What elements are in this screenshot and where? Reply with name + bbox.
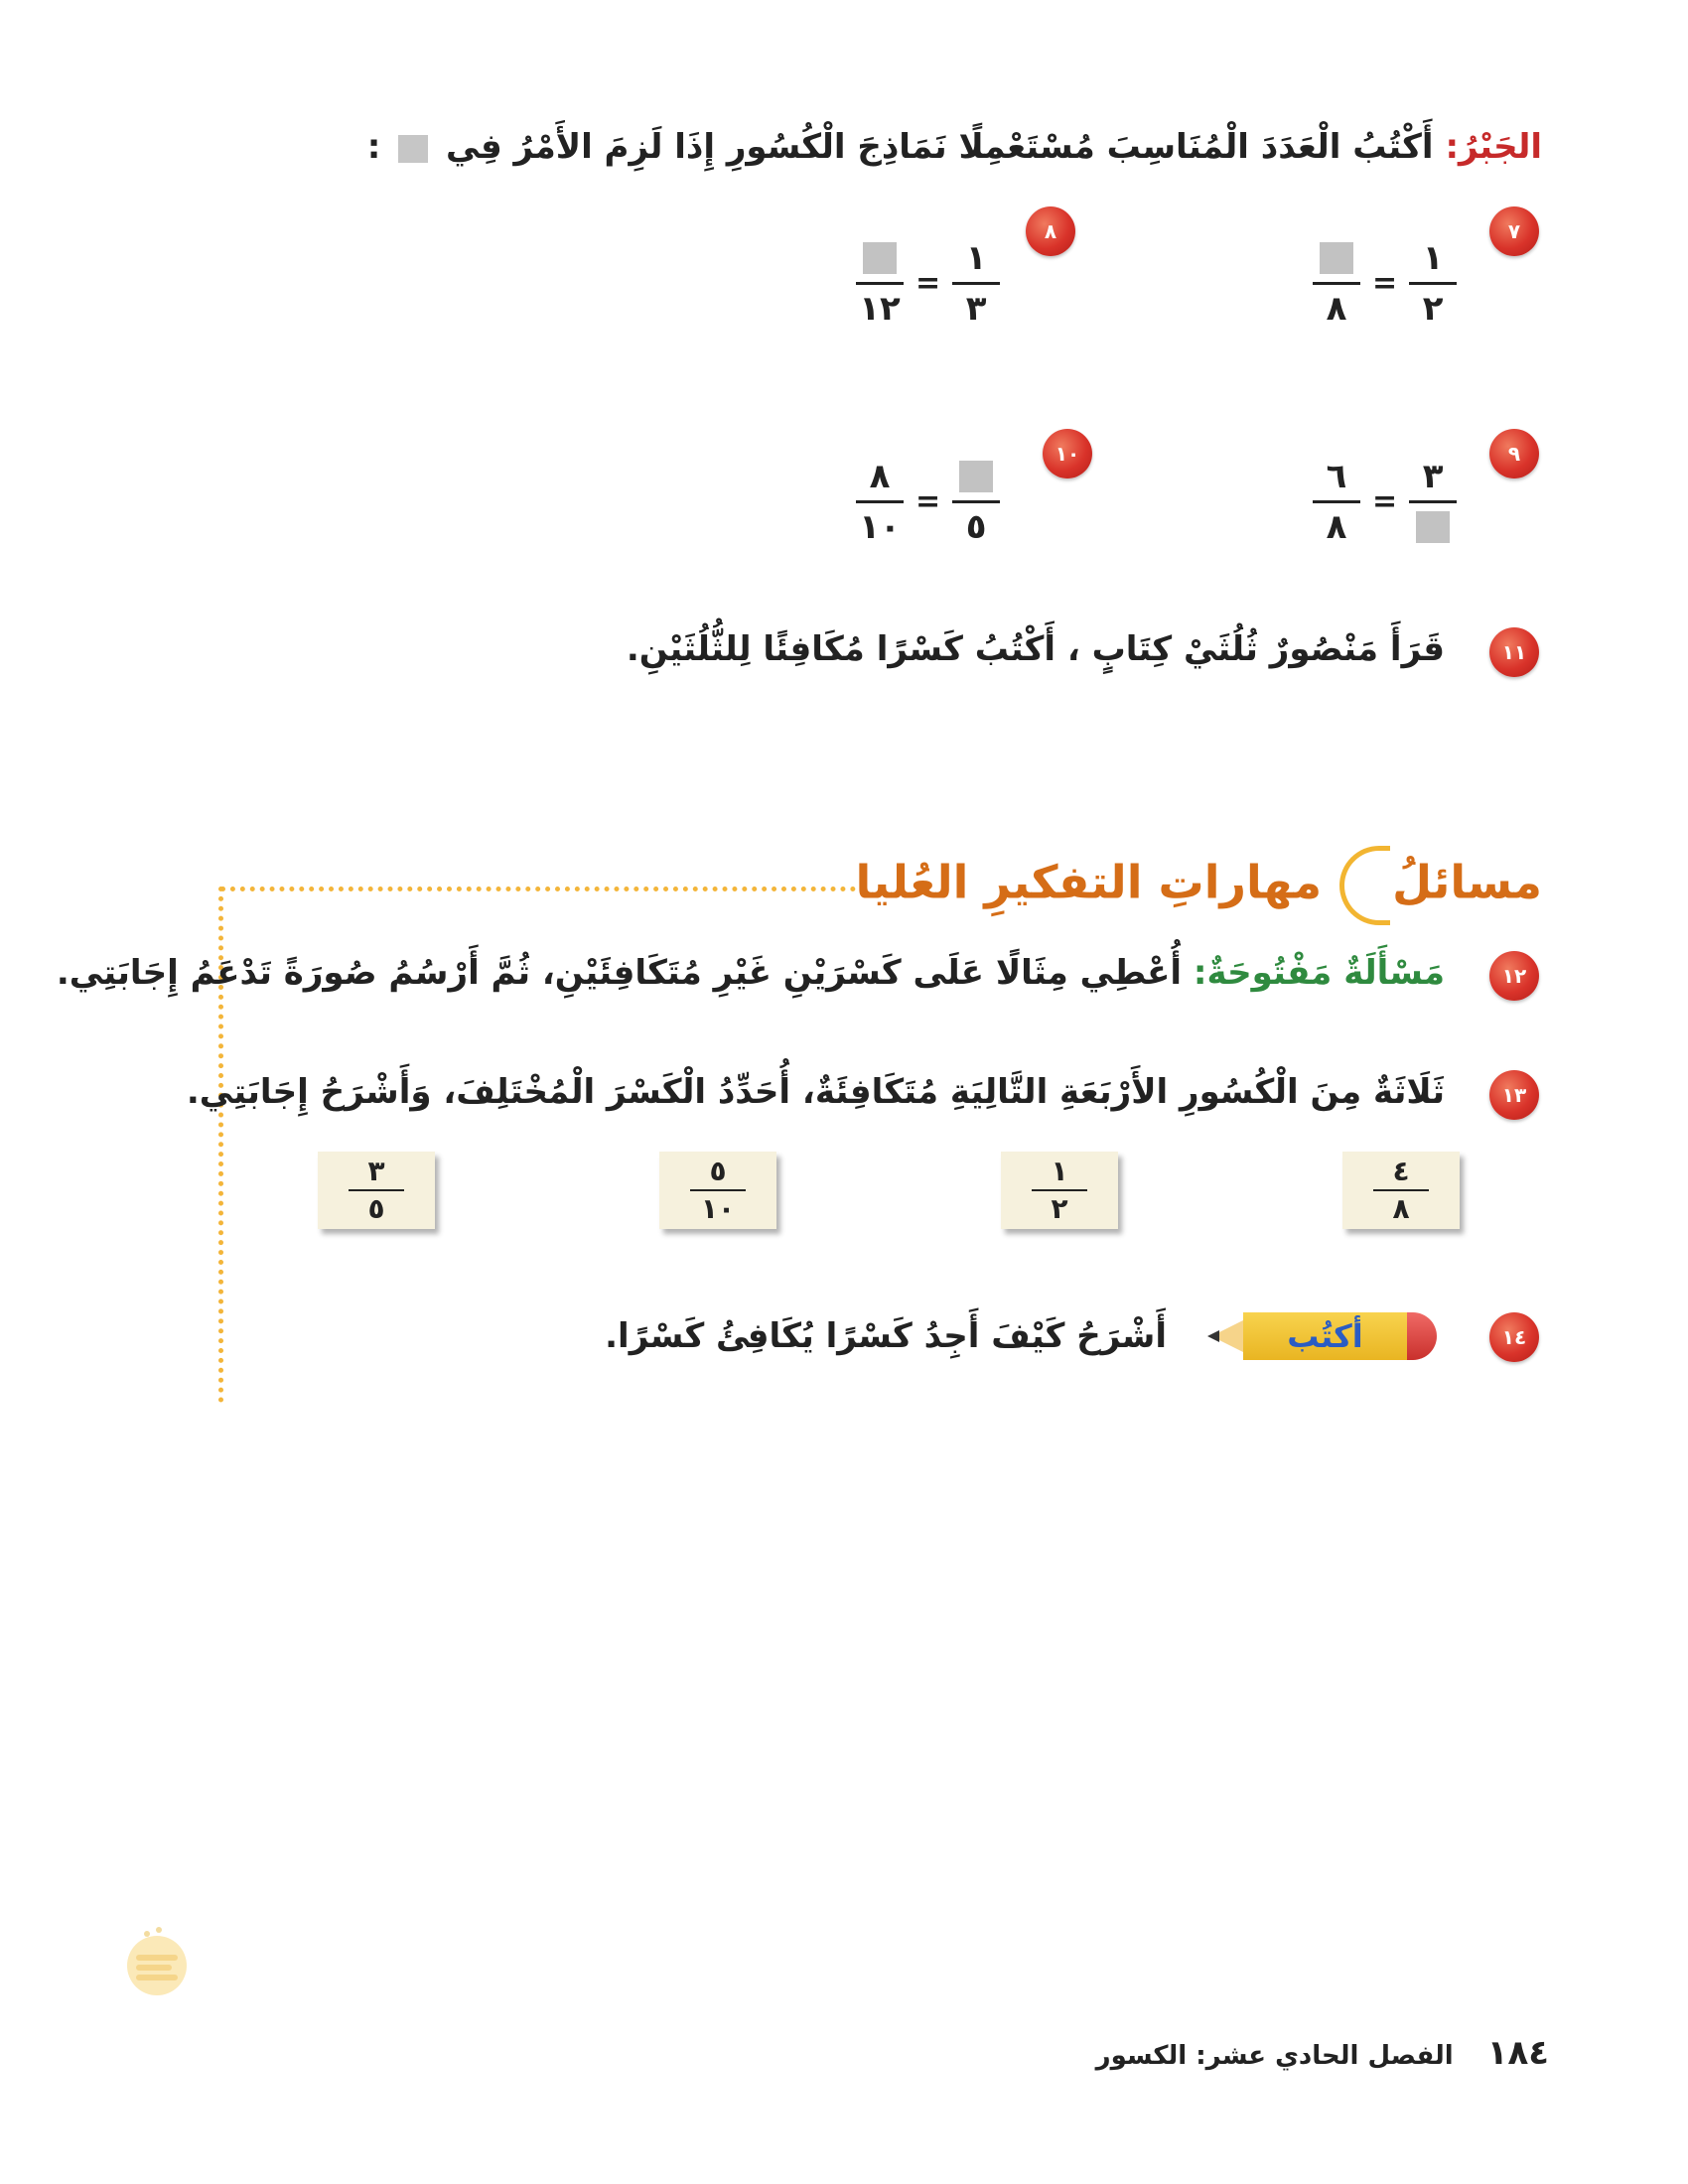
equation-10	[854, 457, 1002, 547]
question-badge-12: ١٢	[1489, 951, 1539, 1001]
arc-icon	[1339, 846, 1390, 925]
answer-box-icon[interactable]	[959, 461, 993, 492]
fraction-given	[1311, 457, 1362, 547]
denominator: ٣	[965, 289, 987, 329]
dotted-border-top	[220, 887, 856, 891]
question-12-text: أُعْطِي مِثَالًا عَلَى كَسْرَيْنِ غَيْرِ مُتَكَافِئَيْنِ، ثُمَّ أَرْسُمُ صُورَةً تَدْعَمُ إِجَابَتِي.	[56, 953, 1183, 993]
numerator: ٨	[869, 457, 891, 496]
denominator: ٨	[1392, 1192, 1410, 1225]
question-13-text: ثَلَاثَةٌ مِنَ الْكُسُورِ الأَرْبَعَةِ التَّالِيَةِ مُتَكَافِئَةٌ، أُحَدِّدُ الْكَسْرَ الْمُخْتَلِفَ، وَأَشْرَحُ إِجَابَتِي.	[186, 1072, 1445, 1112]
publisher-logo-icon	[117, 1916, 197, 2005]
answer-box-icon	[398, 135, 428, 163]
fraction-answer	[1407, 457, 1459, 547]
denominator: ٨	[1326, 289, 1347, 329]
instruction-label: الجَبْرُ:	[1445, 127, 1542, 167]
equals-sign: =	[915, 484, 941, 519]
numerator: ١	[1422, 238, 1444, 278]
section-title-first: مسائلُ	[1392, 855, 1542, 909]
answer-box-icon[interactable]	[1416, 511, 1450, 543]
fraction-answer	[950, 457, 1002, 547]
instruction-text: أَكْتُبُ الْعَدَدَ الْمُنَاسِبَ مُسْتَعْمِلًا نَمَاذِجَ الْكُسُورِ إِذَا لَزِمَ الأَمْرُ فِي	[446, 127, 1434, 167]
pencil-write-icon	[1211, 1312, 1437, 1360]
fraction-card[interactable]	[1342, 1152, 1460, 1229]
denominator: ٨	[1326, 507, 1347, 547]
open-problem-label: مَسْأَلَةٌ مَفْتُوحَةٌ:	[1193, 953, 1445, 993]
fraction-card[interactable]	[1001, 1152, 1118, 1229]
numerator: ٦	[1326, 457, 1347, 496]
instruction-colon: :	[366, 127, 381, 167]
equals-sign: =	[1372, 484, 1398, 519]
numerator: ١	[965, 238, 987, 278]
question-badge-14: ١٤	[1489, 1312, 1539, 1362]
answer-box-icon[interactable]	[863, 242, 897, 274]
equals-sign: =	[915, 266, 941, 301]
question-11-text: قَرَأَ مَنْصُورٌ ثُلُثَيْ كِتَابٍ ، أَكْتُبُ كَسْرًا مُكَافِئًا لِلثُّلُثَيْنِ.	[626, 629, 1445, 669]
denominator: ٢	[1422, 289, 1444, 329]
fraction-card[interactable]	[318, 1152, 435, 1229]
denominator: ٢	[1051, 1192, 1068, 1225]
question-badge-13: ١٣	[1489, 1070, 1539, 1120]
equation-7	[1311, 238, 1459, 329]
fraction-given	[854, 457, 906, 547]
equation-9	[1311, 457, 1459, 547]
numerator: ٥	[709, 1155, 727, 1187]
fraction-card[interactable]	[659, 1152, 776, 1229]
fraction-given	[1407, 238, 1459, 329]
numerator: ٤	[1392, 1155, 1410, 1187]
footer-chapter	[1096, 2041, 1454, 2071]
page-number: ١٨٤	[1486, 2033, 1549, 2073]
instruction	[132, 127, 1542, 167]
question-badge-7: ٧	[1489, 206, 1539, 256]
denominator: ١٢	[859, 289, 901, 329]
denominator: ٥	[367, 1192, 385, 1225]
question-badge-10: ١٠	[1043, 429, 1092, 478]
denominator: ١٠	[700, 1192, 736, 1225]
section-title-rest: مهاراتِ التفكيرِ العُليا	[855, 855, 1323, 909]
question-badge-8: ٨	[1026, 206, 1075, 256]
question-badge-11: ١١	[1489, 627, 1539, 677]
question-12	[57, 953, 1445, 993]
answer-box-icon[interactable]	[1320, 242, 1353, 274]
fraction-answer	[854, 238, 906, 329]
numerator: ٣	[1422, 457, 1444, 496]
chapter-label: الفصل الحادي عشر:	[1196, 2041, 1454, 2071]
fraction-given	[950, 238, 1002, 329]
section-title	[856, 846, 1542, 925]
topic-label: الكسور	[1095, 2041, 1188, 2071]
equation-8	[854, 238, 1002, 329]
page-footer	[1096, 2033, 1549, 2073]
question-14-text: أَشْرَحُ كَيْفَ أَجِدُ كَسْرًا يُكَافِئُ كَسْرًا.	[605, 1316, 1167, 1356]
pencil-label: أكتُب	[1243, 1312, 1407, 1360]
equals-sign: =	[1372, 266, 1398, 301]
question-badge-9: ٩	[1489, 429, 1539, 478]
denominator: ٥	[965, 507, 987, 547]
fraction-answer	[1311, 238, 1362, 329]
numerator: ١	[1051, 1155, 1068, 1187]
denominator: ١٠	[859, 507, 901, 547]
numerator: ٣	[367, 1155, 385, 1187]
